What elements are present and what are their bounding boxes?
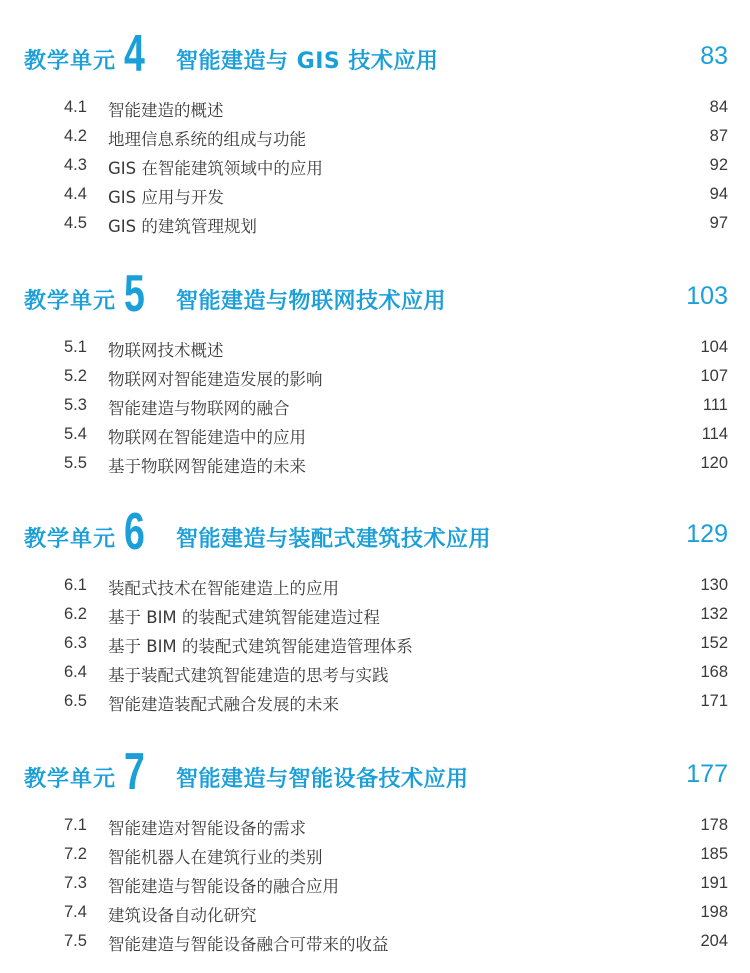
unit-header: [0, 503, 750, 564]
section-number: 7.3: [64, 874, 87, 892]
section-title: 建筑设备自动化研究: [108, 906, 257, 925]
section-number: 6.3: [64, 634, 87, 652]
toc-entry[interactable]: [0, 572, 750, 601]
section-list: [0, 334, 750, 479]
section-title: 智能机器人在建筑行业的类别: [108, 848, 323, 867]
section-page-number: 107: [700, 367, 728, 385]
section-number: 4.1: [64, 98, 87, 116]
section-title: 智能建造装配式融合发展的未来: [108, 695, 339, 714]
toc-entry[interactable]: [0, 841, 750, 870]
section-title: 装配式技术在智能建造上的应用: [108, 579, 339, 598]
section-title: GIS 在智能建筑领域中的应用: [108, 159, 323, 178]
section-page-number: 104: [700, 338, 728, 356]
section-page-number: 168: [700, 663, 728, 681]
toc-entry[interactable]: [0, 601, 750, 630]
section-page-number: 198: [700, 903, 728, 921]
section-title: 物联网技术概述: [108, 341, 224, 360]
unit-title[interactable]: 智能建造与物联网技术应用: [176, 289, 447, 314]
section-number: 4.5: [64, 214, 87, 232]
section-page-number: 94: [709, 185, 728, 203]
section-title: 地理信息系统的组成与功能: [108, 130, 306, 149]
section-page-number: 111: [702, 396, 728, 414]
section-page-number: 178: [700, 816, 728, 834]
toc-entry[interactable]: [0, 899, 750, 928]
section-title: 智能建造与物联网的融合: [108, 399, 290, 418]
section-title: 物联网在智能建造中的应用: [108, 428, 306, 447]
section-title: 智能建造对智能设备的需求: [108, 819, 306, 838]
section-number: 6.4: [64, 663, 87, 681]
toc-entry[interactable]: [0, 928, 750, 957]
unit-number: 6: [124, 503, 145, 561]
section-title: 智能建造的概述: [108, 101, 224, 120]
unit-page-number: 103: [686, 282, 728, 310]
section-title: 智能建造与智能设备的融合应用: [108, 877, 339, 896]
toc-entry[interactable]: [0, 210, 750, 239]
section-page-number: 92: [709, 156, 728, 174]
toc-entry[interactable]: [0, 630, 750, 659]
toc-unit-5: [0, 265, 750, 479]
section-page-number: 204: [700, 932, 728, 950]
section-title: 基于 BIM 的装配式建筑智能建造管理体系: [108, 637, 413, 656]
section-number: 4.3: [64, 156, 87, 174]
section-title: GIS 的建筑管理规划: [108, 217, 257, 236]
section-page-number: 120: [700, 454, 728, 472]
section-number: 5.4: [64, 425, 87, 443]
unit-prefix: 教学单元: [24, 49, 117, 74]
toc-entry[interactable]: [0, 688, 750, 717]
unit-title[interactable]: 智能建造与智能设备技术应用: [176, 767, 469, 792]
toc-unit-7: [0, 743, 750, 957]
toc-entry[interactable]: [0, 450, 750, 479]
section-number: 6.1: [64, 576, 87, 594]
section-page-number: 191: [700, 874, 728, 892]
section-page-number: 152: [700, 634, 728, 652]
unit-number: 5: [124, 265, 145, 323]
section-page-number: 87: [709, 127, 728, 145]
section-number: 4.4: [64, 185, 87, 203]
section-number: 5.5: [64, 454, 87, 472]
unit-header: [0, 265, 750, 326]
toc-entry[interactable]: [0, 152, 750, 181]
section-page-number: 130: [700, 576, 728, 594]
toc-unit-4: [0, 25, 750, 239]
section-number: 5.1: [64, 338, 87, 356]
section-number: 4.2: [64, 127, 87, 145]
toc-entry[interactable]: [0, 421, 750, 450]
section-page-number: 114: [701, 425, 728, 443]
unit-prefix: 教学单元: [24, 767, 117, 792]
unit-prefix: 教学单元: [24, 289, 117, 314]
section-list: [0, 94, 750, 239]
section-list: [0, 572, 750, 717]
section-number: 6.5: [64, 692, 87, 710]
section-number: 5.2: [64, 367, 87, 385]
section-page-number: 132: [700, 605, 728, 623]
unit-header: [0, 743, 750, 804]
unit-header: [0, 25, 750, 86]
section-page-number: 97: [709, 214, 728, 232]
section-number: 7.1: [64, 816, 87, 834]
toc-entry[interactable]: [0, 812, 750, 841]
unit-number: 7: [124, 743, 145, 801]
section-title: 物联网对智能建造发展的影响: [108, 370, 323, 389]
toc-entry[interactable]: [0, 334, 750, 363]
unit-prefix: 教学单元: [24, 527, 117, 552]
section-title: 基于 BIM 的装配式建筑智能建造过程: [108, 608, 380, 627]
section-number: 7.2: [64, 845, 87, 863]
toc-entry[interactable]: [0, 392, 750, 421]
toc-entry[interactable]: [0, 659, 750, 688]
toc-entry[interactable]: [0, 94, 750, 123]
toc-entry[interactable]: [0, 181, 750, 210]
section-page-number: 84: [709, 98, 728, 116]
unit-title[interactable]: 智能建造与装配式建筑技术应用: [176, 527, 492, 552]
unit-title[interactable]: 智能建造与 GIS 技术应用: [176, 49, 439, 74]
unit-page-number: 129: [686, 520, 728, 548]
unit-page-number: 83: [700, 42, 728, 70]
toc-unit-6: [0, 503, 750, 717]
section-title: GIS 应用与开发: [108, 188, 224, 207]
section-number: 7.5: [64, 932, 87, 950]
section-title: 智能建造与智能设备融合可带来的收益: [108, 935, 389, 954]
section-list: [0, 812, 750, 957]
section-page-number: 171: [700, 692, 728, 710]
unit-page-number: 177: [686, 760, 728, 788]
toc-entry[interactable]: [0, 123, 750, 152]
unit-number: 4: [124, 25, 145, 83]
section-number: 7.4: [64, 903, 87, 921]
toc-entry[interactable]: [0, 870, 750, 899]
section-number: 5.3: [64, 396, 87, 414]
section-title: 基于物联网智能建造的未来: [108, 457, 306, 476]
toc-entry[interactable]: [0, 363, 750, 392]
section-page-number: 185: [700, 845, 728, 863]
section-number: 6.2: [64, 605, 87, 623]
section-title: 基于装配式建筑智能建造的思考与实践: [108, 666, 389, 685]
